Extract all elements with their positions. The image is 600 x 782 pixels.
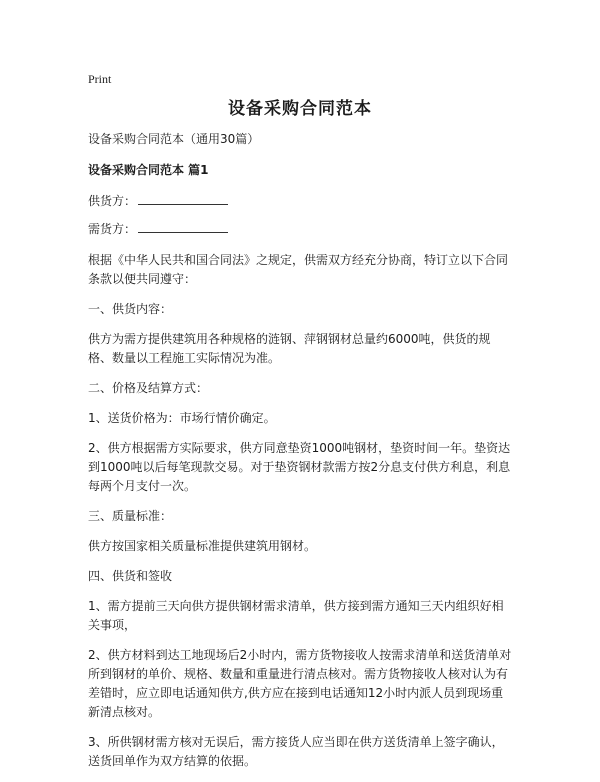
paragraph: 1、需方提前三天向供方提供钢材需求清单，供方接到需方通知三天内组织好相关事项，: [88, 599, 504, 632]
paragraph: 供方为需方提供建筑用各种规格的涟钢、萍钢钢材总量约6000吨，供货的规格、数量以工程施工实际情况为准。: [88, 332, 491, 365]
section-heading: 设备采购合同范本 篇1: [88, 163, 209, 177]
supplier-label: 供货方：: [88, 194, 137, 208]
paragraph: 2、供方根据需方实际要求，供方同意垫资1000吨钢材，垫资时间一年。垫资达到1000吨以后每笔现款交易。对于垫资钢材款需方按2分息支付供方利息，利息每两个月支付一次。: [88, 441, 511, 493]
document-subtitle: 设备采购合同范本（通用30篇）: [88, 132, 260, 146]
paragraph: 2、供方材料到达工地现场后2小时内，需方货物接收人按需求清单和送货清单对所到钢材的单价、规格、数量和重量进行清点核对。需方货物接收人核对认为有差错时，应立即电话通知供方,供方应在接到电话通知12小时内派人员到现场重新清点核对。: [88, 648, 512, 719]
buyer-blank: [138, 231, 228, 233]
document-title: 设备采购合同范本: [228, 99, 372, 119]
buyer-line: [88, 220, 514, 239]
clause-heading: 一、供货内容：: [88, 302, 173, 316]
paragraph: 3、所供钢材需方核对无误后，需方接货人应当即在供方送货清单上签字确认，送货回单作为双方结算的依据。: [88, 735, 504, 768]
document-body: [88, 130, 514, 782]
supplier-blank: [138, 203, 228, 205]
clause-heading: 四、供货和签收: [88, 569, 173, 583]
paragraph: 供方按国家相关质量标准提供建筑用钢材。: [88, 539, 317, 553]
print-link[interactable]: Print: [88, 72, 112, 86]
buyer-label: 需货方：: [88, 222, 137, 236]
paragraph: 1、送货价格为：市场行情价确定。: [88, 411, 276, 425]
clause-heading: 二、价格及结算方式：: [88, 381, 209, 395]
supplier-line: [88, 192, 514, 211]
clause-heading: 三、质量标准：: [88, 509, 173, 523]
paragraph: 根据《中华人民共和国合同法》之规定，供需双方经充分协商，特订立以下合同条款以便共同遵守：: [88, 253, 509, 286]
